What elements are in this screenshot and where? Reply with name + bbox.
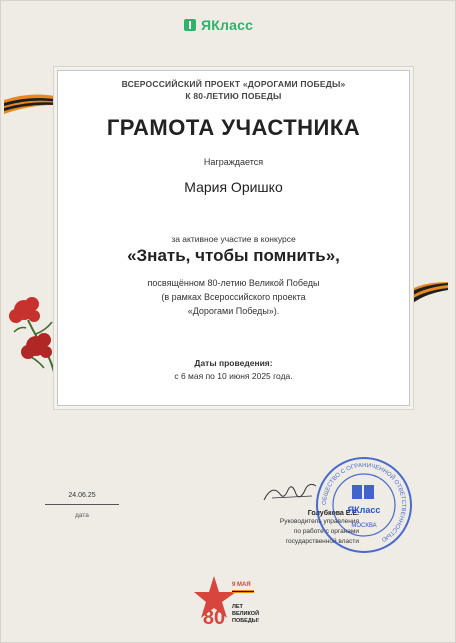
certificate-title: ГРАМОТА УЧАСТНИКА [106, 115, 361, 140]
victory-80-badge-icon [194, 574, 266, 634]
issue-date: 24.06.25 [68, 492, 96, 499]
stamp-city-text: МОСКВА [351, 523, 377, 529]
badge-text-line: ЛЕТ [232, 604, 243, 610]
stamp-ring-text: ОБЩЕСТВО С ОГРАНИЧЕННОЙ ОТВЕТСТВЕННОСТЬЮ [321, 462, 407, 543]
participation-text: за активное участие в конкурсе [171, 234, 296, 244]
contest-description-line: (в рамках Всероссийского проекта [161, 292, 306, 302]
project-subtitle-line: К 80-ЛЕТИЮ ПОБЕДЫ [185, 91, 282, 101]
dates-label: Даты проведения: [194, 358, 273, 368]
contest-name: «Знать, чтобы помнить», [127, 246, 340, 265]
signer-name: Голубкова Е.Е. [307, 510, 359, 517]
project-title-line: ВСЕРОССИЙСКИЙ ПРОЕКТ «ДОРОГАМИ ПОБЕДЫ» [121, 79, 346, 89]
signer-role-line: Руководитель управления [279, 518, 359, 525]
signer-role-line: государственной власти [285, 538, 359, 545]
yaklass-logo-text: ЯКласс [201, 17, 254, 33]
date-block [45, 492, 119, 519]
badge-number: 80 [202, 607, 226, 629]
signature-icon [262, 480, 318, 506]
company-stamp-icon [314, 455, 414, 555]
yaklass-logo-icon [184, 19, 196, 31]
yaklass-logo [184, 16, 253, 34]
contest-description-line: посвящённом 80-летию Великой Победы [147, 278, 320, 288]
awarded-label: Награждается [203, 157, 264, 167]
certificate-card [57, 70, 410, 406]
dates-value: с 6 мая по 10 июня 2025 года. [174, 371, 293, 381]
badge-text-line: ВЕЛИКОЙ [232, 611, 260, 617]
date-caption: дата [75, 512, 89, 519]
stamp-center-text: ЯКласс [347, 505, 381, 515]
signer-role-line: по работе с органами [293, 528, 359, 535]
date-underline [45, 504, 119, 505]
badge-date: 9 МАЯ [232, 582, 251, 588]
recipient-name: Мария Оришко [184, 179, 283, 195]
badge-text-line: ПОБЕДЫ! [232, 618, 259, 624]
svg-text:ОБЩЕСТВО С ОГРАНИЧЕННОЙ ОТВЕТС [322, 463, 406, 542]
contest-description-line: «Дорогами Победы»). [187, 306, 280, 316]
